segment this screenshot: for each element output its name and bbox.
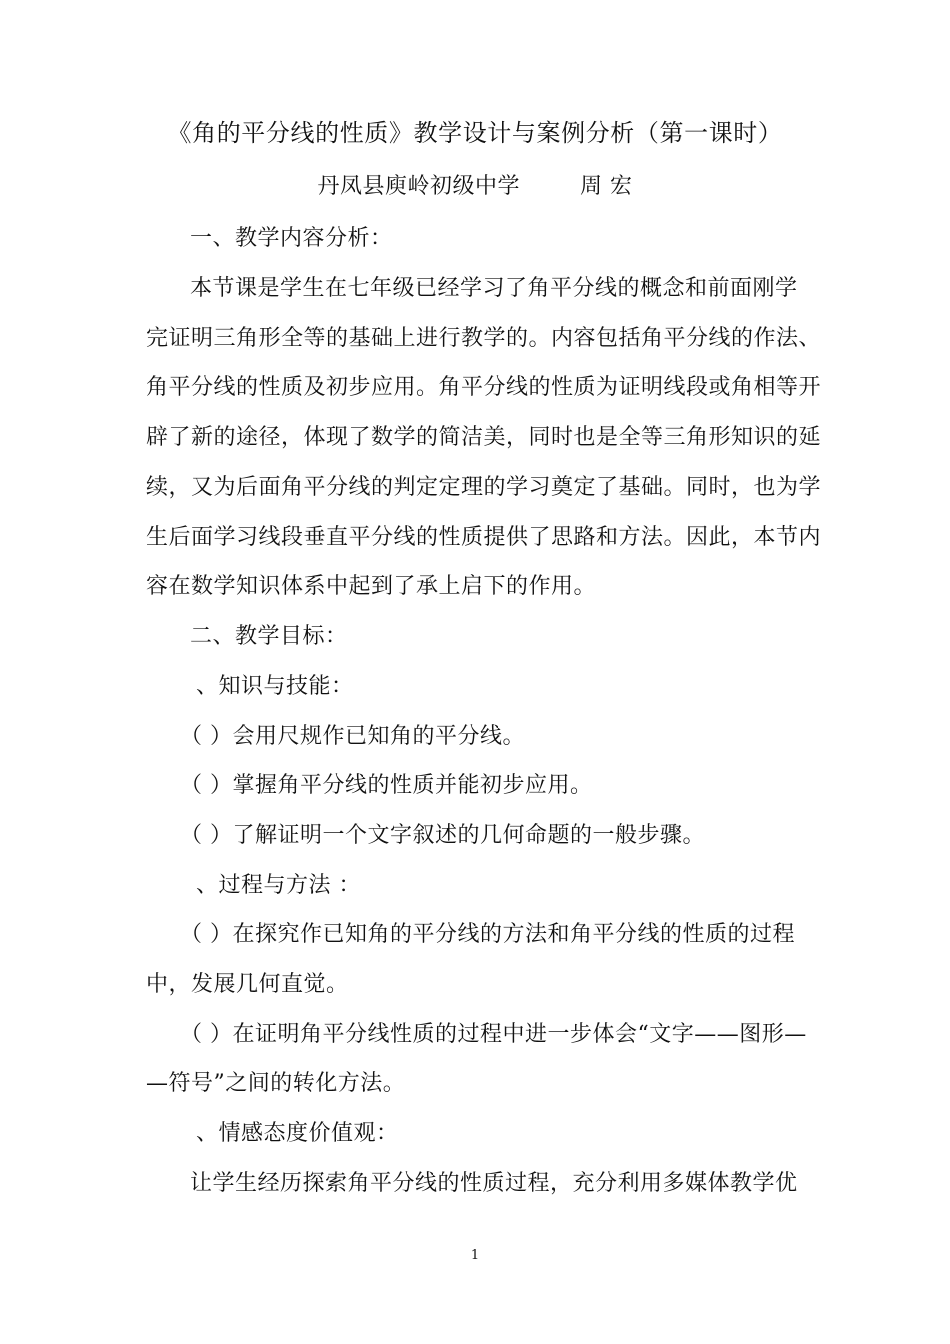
school-name: 丹凤县庾岭初级中学 bbox=[317, 174, 520, 199]
subheading-knowledge-skills: 、知识与技能： bbox=[196, 674, 354, 699]
list-item: （ ）掌握角平分线的性质并能初步应用。 bbox=[180, 773, 593, 798]
page-number: 1 bbox=[470, 1248, 480, 1263]
list-item: （ ）在探究作已知角的平分线的方法和角平分线的性质的过程 bbox=[180, 922, 795, 947]
paragraph-line: 让学生经历探索角平分线的性质过程，充分利用多媒体教学优 bbox=[190, 1171, 798, 1196]
section-heading-teaching-goals: 二、教学目标： bbox=[190, 624, 348, 649]
list-item: （ ）会用尺规作已知角的平分线。 bbox=[180, 724, 525, 749]
author-line bbox=[0, 172, 950, 202]
paragraph-line: 角平分线的性质及初步应用。角平分线的性质为证明线段或角相等开 bbox=[146, 375, 822, 400]
subheading-emotion-attitude-values: 、情感态度价值观： bbox=[196, 1121, 399, 1146]
paragraph-line: 容在数学知识体系中起到了承上启下的作用。 bbox=[146, 574, 597, 599]
list-item-continuation: —符号”之间的转化方法。 bbox=[146, 1071, 406, 1096]
list-item-continuation: 中，发展几何直觉。 bbox=[146, 972, 349, 997]
paragraph-line: 生后面学习线段垂直平分线的性质提供了思路和方法。因此，本节内 bbox=[146, 525, 822, 550]
list-item: （ ）了解证明一个文字叙述的几何命题的一般步骤。 bbox=[180, 823, 705, 848]
paragraph-line: 续，又为后面角平分线的判定定理的学习奠定了基础。同时，也为学 bbox=[146, 475, 822, 500]
section-heading-content-analysis: 一、教学内容分析： bbox=[190, 226, 393, 251]
author-name: 周 宏 bbox=[580, 174, 633, 199]
paragraph-line: 完证明三角形全等的基础上进行教学的。内容包括角平分线的作法、 bbox=[146, 326, 822, 351]
document-title: 《角的平分线的性质》教学设计与案例分析（第一课时） bbox=[167, 119, 783, 147]
paragraph-line: 辟了新的途径，体现了数学的简洁美，同时也是全等三角形知识的延 bbox=[146, 425, 822, 450]
subheading-process-methods: 、过程与方法 ： bbox=[196, 873, 361, 898]
paragraph-line: 本节课是学生在七年级已经学习了角平分线的概念和前面刚学 bbox=[190, 276, 798, 301]
list-item: （ ）在证明角平分线性质的过程中进一步体会“文字——图形— bbox=[180, 1022, 807, 1047]
